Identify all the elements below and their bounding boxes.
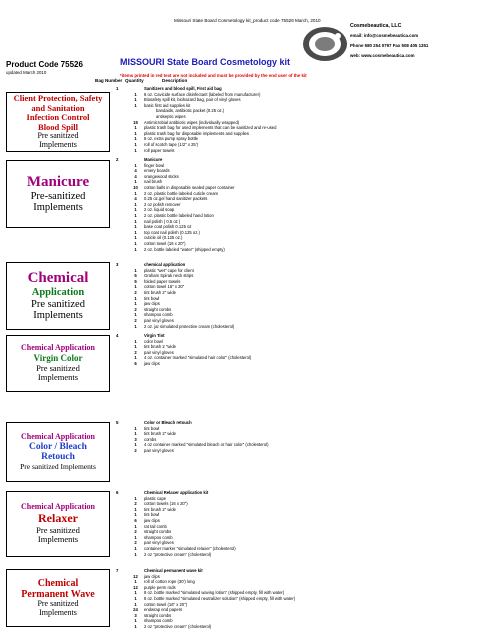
item-quantity: 1 <box>134 97 137 103</box>
item-quantity: 1 <box>134 201 137 207</box>
item-description: straight combs <box>144 612 172 618</box>
item-quantity: 2 <box>134 529 137 535</box>
item-description: tint bowl <box>144 512 160 518</box>
bag-number: 6 <box>116 490 119 495</box>
item-description: Graham Spirak neck strips <box>144 273 194 279</box>
company-web: web: www.cosmebeautica.com <box>350 53 415 58</box>
item-description: 4 oz. container marked "simulated hair color" (cholesterol) <box>144 355 252 361</box>
list-item <box>127 624 477 630</box>
item-description: plastic trash bag for disposable implements and supplies <box>144 130 249 136</box>
section-label-line: Color / Bleach <box>29 441 87 452</box>
item-quantity: 4 <box>134 196 137 202</box>
item-quantity: 1 <box>134 442 137 448</box>
column-header-description: Description <box>162 78 188 83</box>
item-description: Biosafety spill kit, biohazard bag, pair of vinyl gloves <box>144 97 241 103</box>
item-description: plastic cape <box>144 495 167 501</box>
section-label-line: Permanent Wave <box>21 589 95 601</box>
list-item <box>127 148 477 154</box>
section-label-line: Infection Control <box>26 112 90 123</box>
item-description: base coat polish 0.125 oz <box>144 224 192 230</box>
item-quantity: 1 <box>134 130 137 136</box>
item-quantity: 1 <box>134 91 137 97</box>
item-quantity: 2 <box>134 289 137 295</box>
bag-item-list <box>127 262 477 329</box>
item-quantity: 15 <box>133 119 138 125</box>
column-header-bag: Bag Number <box>95 78 123 83</box>
item-description: Color or Bleach retouch <box>144 420 192 425</box>
red-items-note: *items printed in red text are not included and must be provided by the end user of the kit <box>120 73 307 78</box>
item-description: 2 oz. bottle labeled "water" (shipped empty) <box>144 246 225 252</box>
section-label-line: Chemical Application <box>20 502 95 512</box>
section-label-line: Relaxer <box>38 511 78 526</box>
list-item <box>127 247 477 253</box>
item-description: pair vinyl gloves <box>144 349 174 355</box>
item-quantity: 1 <box>134 355 137 361</box>
item-description: Antimicrobial antibiotic wipes (individually wrapped) <box>144 119 240 125</box>
section-label-line: Chemical Application <box>20 343 95 353</box>
bag-item-list <box>127 333 477 367</box>
item-description: antiseptic wipes <box>156 113 186 119</box>
item-description: 0.25 oz.gel hand sanitizer packets <box>144 196 208 202</box>
item-quantity: 5 <box>134 278 137 284</box>
item-description: 2 oz "protective cream" (cholesterol) <box>144 551 212 557</box>
item-quantity: 2 <box>134 306 137 312</box>
item-quantity: 1 <box>134 579 137 585</box>
item-quantity: 1 <box>134 512 137 518</box>
item-quantity: 1 <box>134 229 137 235</box>
item-description: cotton balls in disposable sealed paper container <box>144 184 235 190</box>
section-label-line: Application <box>31 286 85 298</box>
section-label-line: Pre sanitized <box>37 599 79 609</box>
item-quantity: 24 <box>133 607 138 613</box>
item-description: Virgin Tint <box>144 333 165 338</box>
item-description: tint brush 2" wide <box>144 506 176 512</box>
column-header-quantity: Quantity <box>125 78 144 83</box>
item-quantity: 1 <box>134 545 137 551</box>
item-description: 2 oz. plastic bottle labeled cuticle cream <box>144 190 219 196</box>
item-quantity: 1 <box>134 534 137 540</box>
item-description: orangewood sticks <box>144 173 179 179</box>
item-description: chemical application <box>144 262 186 267</box>
section-label-box <box>6 422 110 482</box>
section-label-line: Chemical <box>37 577 79 589</box>
item-quantity: 3 <box>134 612 137 618</box>
item-description: 4 oz container marked "simulated bleach or hair color" (cholesterol) <box>144 442 269 448</box>
section-label-line: Client Protection, Safety <box>13 93 103 104</box>
section-label-line: Pre-sanitized <box>30 190 86 202</box>
item-description: finger bowl <box>144 162 165 168</box>
bag-item-list <box>127 490 477 557</box>
item-quantity: 1 <box>134 190 137 196</box>
section-label-box <box>6 569 110 627</box>
section-label-line: and Sanitation <box>31 102 85 113</box>
section-label-box <box>6 92 110 152</box>
item-description: plastic "wet" cape for client <box>144 267 194 273</box>
document-header-line: Missouri State Board Cosmetology kit_product code 75526 March, 2010 <box>174 18 321 23</box>
item-quantity: 1 <box>134 425 137 431</box>
item-quantity: 12 <box>133 584 138 590</box>
item-description: 8 oz. Cavicide surface disinfectant (labeled from manufacturer) <box>144 91 261 97</box>
item-quantity: 1 <box>134 162 137 168</box>
section-label-line: Pre sanitized <box>36 362 80 373</box>
item-quantity: 2 <box>134 447 137 453</box>
section-label-line: Pre sanitized <box>31 298 85 310</box>
item-description: container marker "simulated relaxer" (cholesterol) <box>144 545 236 551</box>
item-description: 8 oz. extra pump spray bottle <box>144 136 198 142</box>
section-label-box <box>6 335 110 392</box>
item-quantity: 1 <box>134 240 137 246</box>
item-quantity: 1 <box>134 147 137 153</box>
item-description: tint bowl <box>144 425 160 431</box>
item-quantity: 1 <box>134 595 137 601</box>
item-quantity: 2 <box>134 540 137 546</box>
item-description: nail brush <box>144 179 163 185</box>
item-description: tint brush 2" wide <box>144 431 176 437</box>
item-description: emery boards <box>144 168 170 174</box>
item-description: roll of scotch tape (1/2" x 25') <box>144 141 198 147</box>
item-quantity: 1 <box>134 551 137 557</box>
section-label-line: Pre sanitized <box>36 524 80 535</box>
item-quantity: 1 <box>134 431 137 437</box>
bag-number: 3 <box>116 262 119 267</box>
item-quantity: 2 <box>134 349 137 355</box>
item-description: color bowl <box>144 338 163 344</box>
item-description: pair vinyl gloves <box>144 447 174 453</box>
item-description: shampoo comb <box>144 534 173 540</box>
item-description: pair vinyl gloves <box>144 540 174 546</box>
list-item <box>127 448 477 454</box>
item-quantity: 1 <box>134 235 137 241</box>
bag-number: 4 <box>116 333 119 338</box>
item-quantity: 1 <box>134 212 137 218</box>
item-description: combs <box>144 436 157 442</box>
company-logo-icon <box>300 24 350 64</box>
item-quantity: 1 <box>134 506 137 512</box>
item-quantity: 1 <box>134 141 137 147</box>
section-label-line: Chemical Application <box>20 431 95 441</box>
list-item <box>127 361 477 367</box>
item-quantity: 1 <box>134 312 137 318</box>
bag-item-list <box>127 568 477 630</box>
item-quantity: 10 <box>133 184 138 190</box>
item-quantity: 1 <box>134 102 137 108</box>
section-label-line: Implements <box>39 608 77 618</box>
section-label-line: Virgin Color <box>33 353 83 364</box>
section-label-line: Pre sanitized Implements <box>20 461 96 471</box>
item-quantity: 4 <box>134 168 137 174</box>
item-description: cotton towel (16" x 20") <box>144 601 188 607</box>
section-label-line: Implements <box>37 372 79 383</box>
item-quantity: 1 <box>134 246 137 252</box>
item-description: folded paper towels <box>144 278 181 284</box>
section-label-line: Implements <box>33 310 83 322</box>
item-quantity: 1 <box>134 224 137 230</box>
item-quantity: 1 <box>134 590 137 596</box>
item-quantity: 1 <box>134 601 137 607</box>
item-quantity: 12 <box>133 573 138 579</box>
item-description: pair vinyl gloves <box>144 317 174 323</box>
item-quantity: 1 <box>134 295 137 301</box>
list-item <box>127 552 477 558</box>
product-code: Product Code 75526 <box>6 60 83 69</box>
section-label-line: Chemical <box>27 269 89 286</box>
bag-number: 2 <box>116 157 119 162</box>
item-quantity: 1 <box>134 218 137 224</box>
section-label-line: Implements <box>39 140 77 150</box>
bag-number: 5 <box>116 420 119 425</box>
item-description: tint brush 2" wide <box>144 289 176 295</box>
item-quantity: 1 <box>134 618 137 624</box>
item-description: jaw clips <box>144 517 160 523</box>
page-title: MISSOURI State Board Cosmetology kit <box>120 57 291 67</box>
item-quantity: 2 <box>134 501 137 507</box>
section-label-box <box>6 160 110 228</box>
item-quantity: 1 <box>134 623 137 629</box>
item-quantity: 1 <box>134 338 137 344</box>
item-description: 2 oz. plastic bottle labeled hand lotion <box>144 212 214 218</box>
item-quantity: 1 <box>134 523 137 529</box>
item-description: straight combs <box>144 306 172 312</box>
item-description: Manicure <box>144 157 163 162</box>
updated-date: updated March 2010 <box>6 70 47 75</box>
item-quantity: 2 <box>134 317 137 323</box>
section-label-box <box>6 491 110 557</box>
item-quantity: 4 <box>134 173 137 179</box>
item-description: bandaids, antibiotic packet (0.25 oz.) <box>156 108 225 114</box>
item-description: purple perm rods <box>144 584 176 590</box>
section-label-line: Blood Spill <box>38 121 78 132</box>
bag-number: 1 <box>116 86 119 91</box>
item-description: endwrap end papers <box>144 607 183 613</box>
item-description: roll paper towels <box>144 147 175 153</box>
item-description: jaw clips <box>144 573 160 579</box>
section-label-line: Manicure <box>26 173 90 190</box>
item-description: shampoo comb <box>144 312 173 318</box>
item-quantity: 6 <box>134 360 137 366</box>
item-description: cuticle oil (0.125 oz.) <box>144 235 183 241</box>
item-description: 2 oz "protective cream" (cholesterol) <box>144 623 212 629</box>
item-quantity: 1 <box>134 125 137 131</box>
item-description: 8 oz. bottle marked "simulated waving lotion" (shipped empty, fill with water) <box>144 590 285 596</box>
item-description: cotton towel (16 x 20") <box>144 240 186 246</box>
item-description: Chemical Relaxer application kit <box>144 490 209 495</box>
item-quantity: 1 <box>134 136 137 142</box>
item-quantity: 1 <box>134 284 137 290</box>
item-description: cotton towel 16" x 20" <box>144 284 185 290</box>
section-label-line: Implements <box>33 202 83 214</box>
item-quantity: 5 <box>134 273 137 279</box>
item-description: top coat nail polish (0.125 oz.) <box>144 229 200 235</box>
item-description: nail polish ( 0.5 oz ) <box>144 218 181 224</box>
company-email: email: info@cosmebeautica.com <box>350 33 419 38</box>
section-label-line: Pre sanitized <box>37 131 79 141</box>
item-quantity: 1 <box>134 207 137 213</box>
item-description: Sanitizers and blood spill, First aid bag <box>144 86 222 91</box>
item-description: 2 oz. jar simulated protective cream (cholesterol) <box>144 323 235 329</box>
item-description: tint bowl <box>144 295 160 301</box>
item-description: 2 oz. liquid soap <box>144 207 175 213</box>
item-description: roll of cotton rope (30') long <box>144 579 195 585</box>
company-phone: Phone 580 254 0797 Fax 508 405 1351 <box>350 43 429 48</box>
section-label-box <box>6 262 110 330</box>
section-label-line: Retouch <box>41 452 75 463</box>
item-description: jaw clips <box>144 301 160 307</box>
bag-item-list <box>127 157 477 252</box>
item-quantity: 1 <box>134 179 137 185</box>
item-quantity: 1 <box>134 301 137 307</box>
item-quantity: 1 <box>134 344 137 350</box>
item-description: shampoo comb <box>144 618 173 624</box>
item-quantity: 1 <box>134 323 137 329</box>
item-quantity: 1 <box>134 267 137 273</box>
bag-number: 7 <box>116 568 119 573</box>
item-description: plastic trash bag for used implements that can be sanitized and re-used <box>144 125 277 131</box>
item-description: cotton towels (16 x 20") <box>144 501 188 507</box>
item-description: basic first aid supplies kit <box>144 102 191 108</box>
item-quantity: 1 <box>134 495 137 501</box>
item-description: Chemical permanent wave kit <box>144 568 203 573</box>
item-description: 2 oz polish remover <box>144 201 181 207</box>
item-description: 8 oz. bottle marked "simulated neutralizer solution" (shipped empty, fill with water) <box>144 595 296 601</box>
bag-item-list <box>127 86 477 153</box>
bag-item-list <box>127 420 477 454</box>
item-description: tint brush 2 "wide <box>144 344 176 350</box>
item-description: jaw clips <box>144 360 160 366</box>
company-name: Cosmebeautica, LLC <box>350 23 402 29</box>
item-quantity: 6 <box>134 517 137 523</box>
item-description: rat tail comb <box>144 523 167 529</box>
item-quantity: 3 <box>134 436 137 442</box>
item-description: straight combs <box>144 529 172 535</box>
section-label-line: Implements <box>37 534 79 545</box>
list-item <box>127 324 477 330</box>
